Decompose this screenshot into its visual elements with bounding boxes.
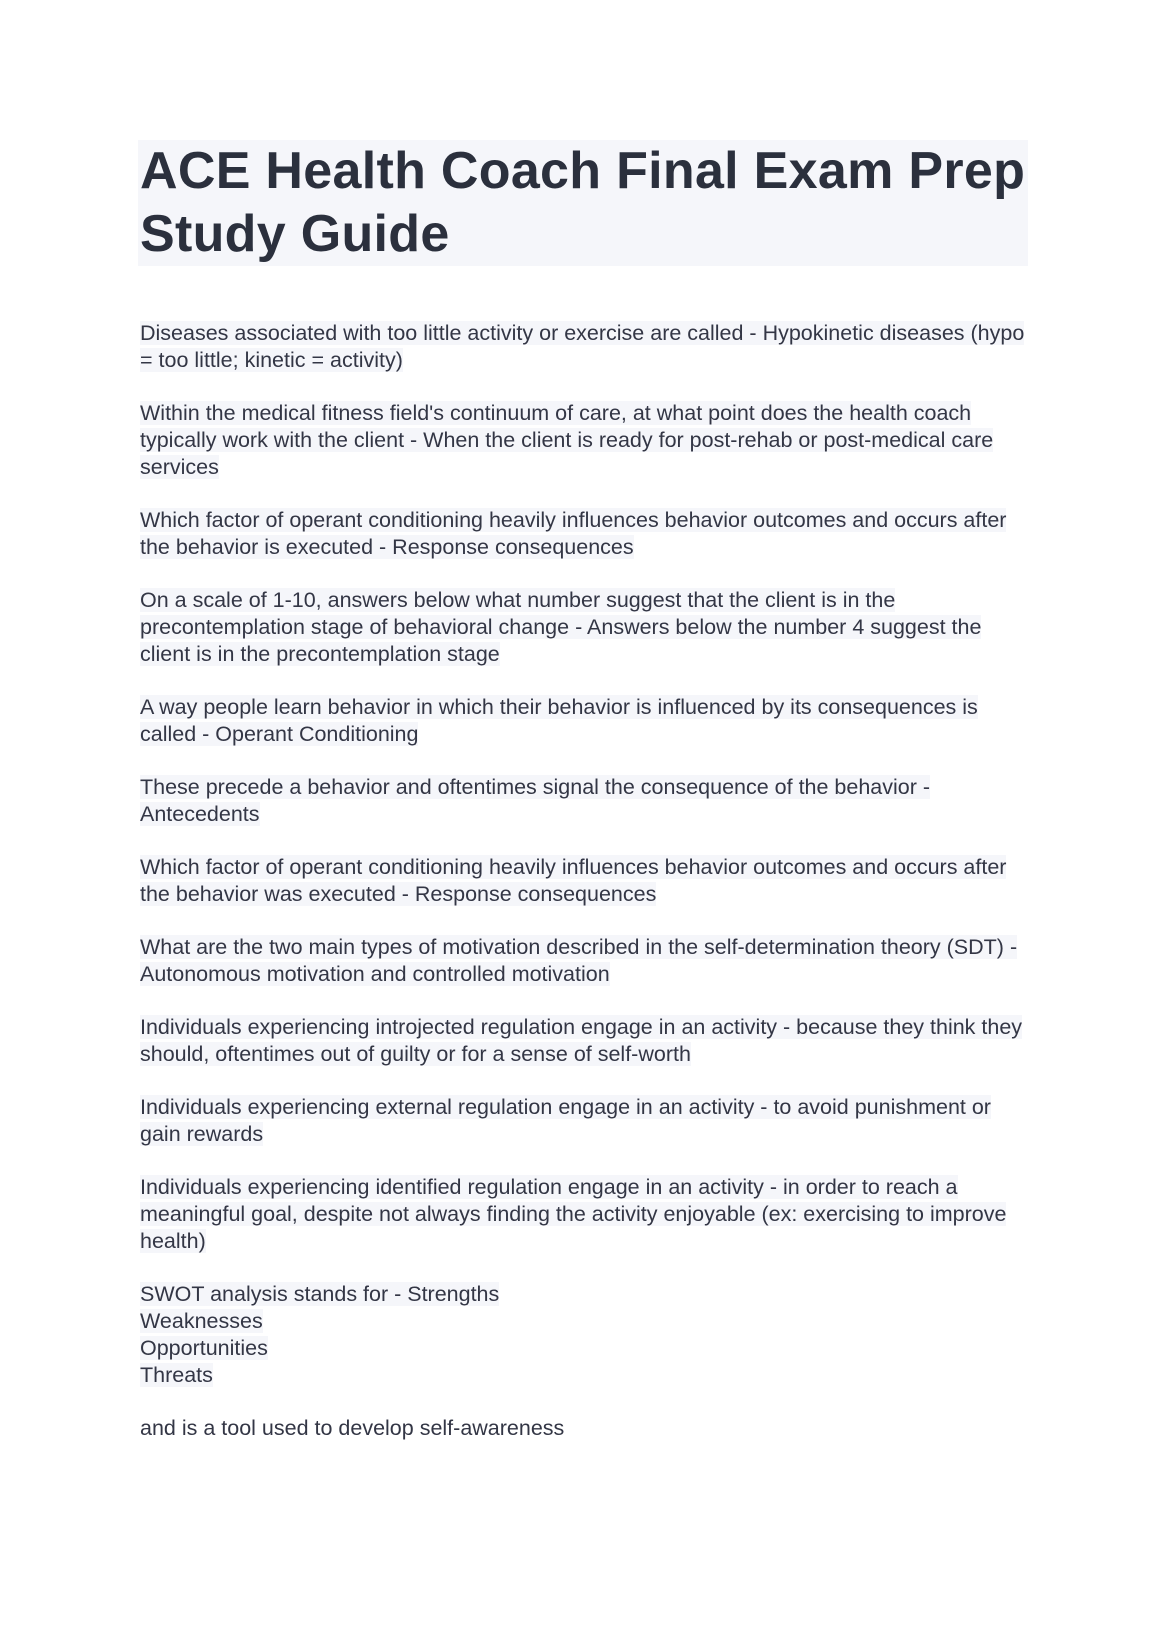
qa-entry: [140, 694, 1032, 748]
qa-text: What are the two main types of motivation described in the self-determination theory (SDT) - Autonomous motivation and controlled motivation: [140, 935, 1018, 986]
document-title: ACE Health Coach Final Exam Prep Study Guide: [140, 142, 1026, 263]
study-guide-content: [140, 320, 1032, 1468]
swot-line-text: Opportunities: [140, 1336, 268, 1360]
qa-entry: [140, 587, 1032, 668]
qa-text: Individuals experiencing external regulation engage in an activity - to avoid punishment or gain rewards: [140, 1095, 991, 1146]
qa-entry: [140, 1174, 1032, 1255]
swot-line: [140, 1281, 1032, 1308]
swot-closing: [140, 1415, 1032, 1442]
swot-line-text: SWOT analysis stands for - Strengths: [140, 1282, 500, 1306]
qa-entry: [140, 934, 1032, 988]
swot-line-text: Threats: [140, 1363, 213, 1387]
qa-text: Which factor of operant conditioning heavily influences behavior outcomes and occurs after the behavior is executed - Response consequences: [140, 508, 1007, 559]
qa-entry: [140, 774, 1032, 828]
qa-text: Diseases associated with too little activity or exercise are called - Hypokinetic diseases (hypo = too little; kinetic = activity): [140, 321, 1025, 372]
qa-text: Which factor of operant conditioning heavily influences behavior outcomes and occurs after the behavior was executed - Response consequences: [140, 855, 1007, 906]
qa-text: On a scale of 1-10, answers below what number suggest that the client is in the precontemplation stage of behavioral change - Answers below the number 4 suggest the client is in the precontemplation stage: [140, 588, 982, 666]
swot-line: [140, 1335, 1032, 1362]
qa-entry: [140, 320, 1032, 374]
qa-text: A way people learn behavior in which their behavior is influenced by its consequences is called - Operant Conditioning: [140, 695, 978, 746]
swot-line: [140, 1362, 1032, 1389]
swot-entry: [140, 1281, 1032, 1389]
swot-closing-text: and is a tool used to develop self-awareness: [140, 1416, 565, 1440]
qa-entry: [140, 507, 1032, 561]
qa-entry: [140, 1014, 1032, 1068]
swot-line: [140, 1308, 1032, 1335]
qa-text: Individuals experiencing introjected regulation engage in an activity - because they think they should, oftentimes out of guilty or for a sense of self-worth: [140, 1015, 1023, 1066]
qa-text: Individuals experiencing identified regulation engage in an activity - in order to reach a meaningful goal, despite not always finding the activity enjoyable (ex: exercising to improve health): [140, 1175, 1007, 1253]
qa-text: Within the medical fitness field's continuum of care, at what point does the health coach typically work with the client - When the client is ready for post-rehab or post-medical care services: [140, 401, 994, 479]
qa-entry: [140, 854, 1032, 908]
qa-text: These precede a behavior and oftentimes signal the consequence of the behavior - Antecedents: [140, 775, 931, 826]
title-block: [138, 140, 1028, 266]
swot-line-text: Weaknesses: [140, 1309, 263, 1333]
qa-entry: [140, 1094, 1032, 1148]
qa-entry: [140, 400, 1032, 481]
